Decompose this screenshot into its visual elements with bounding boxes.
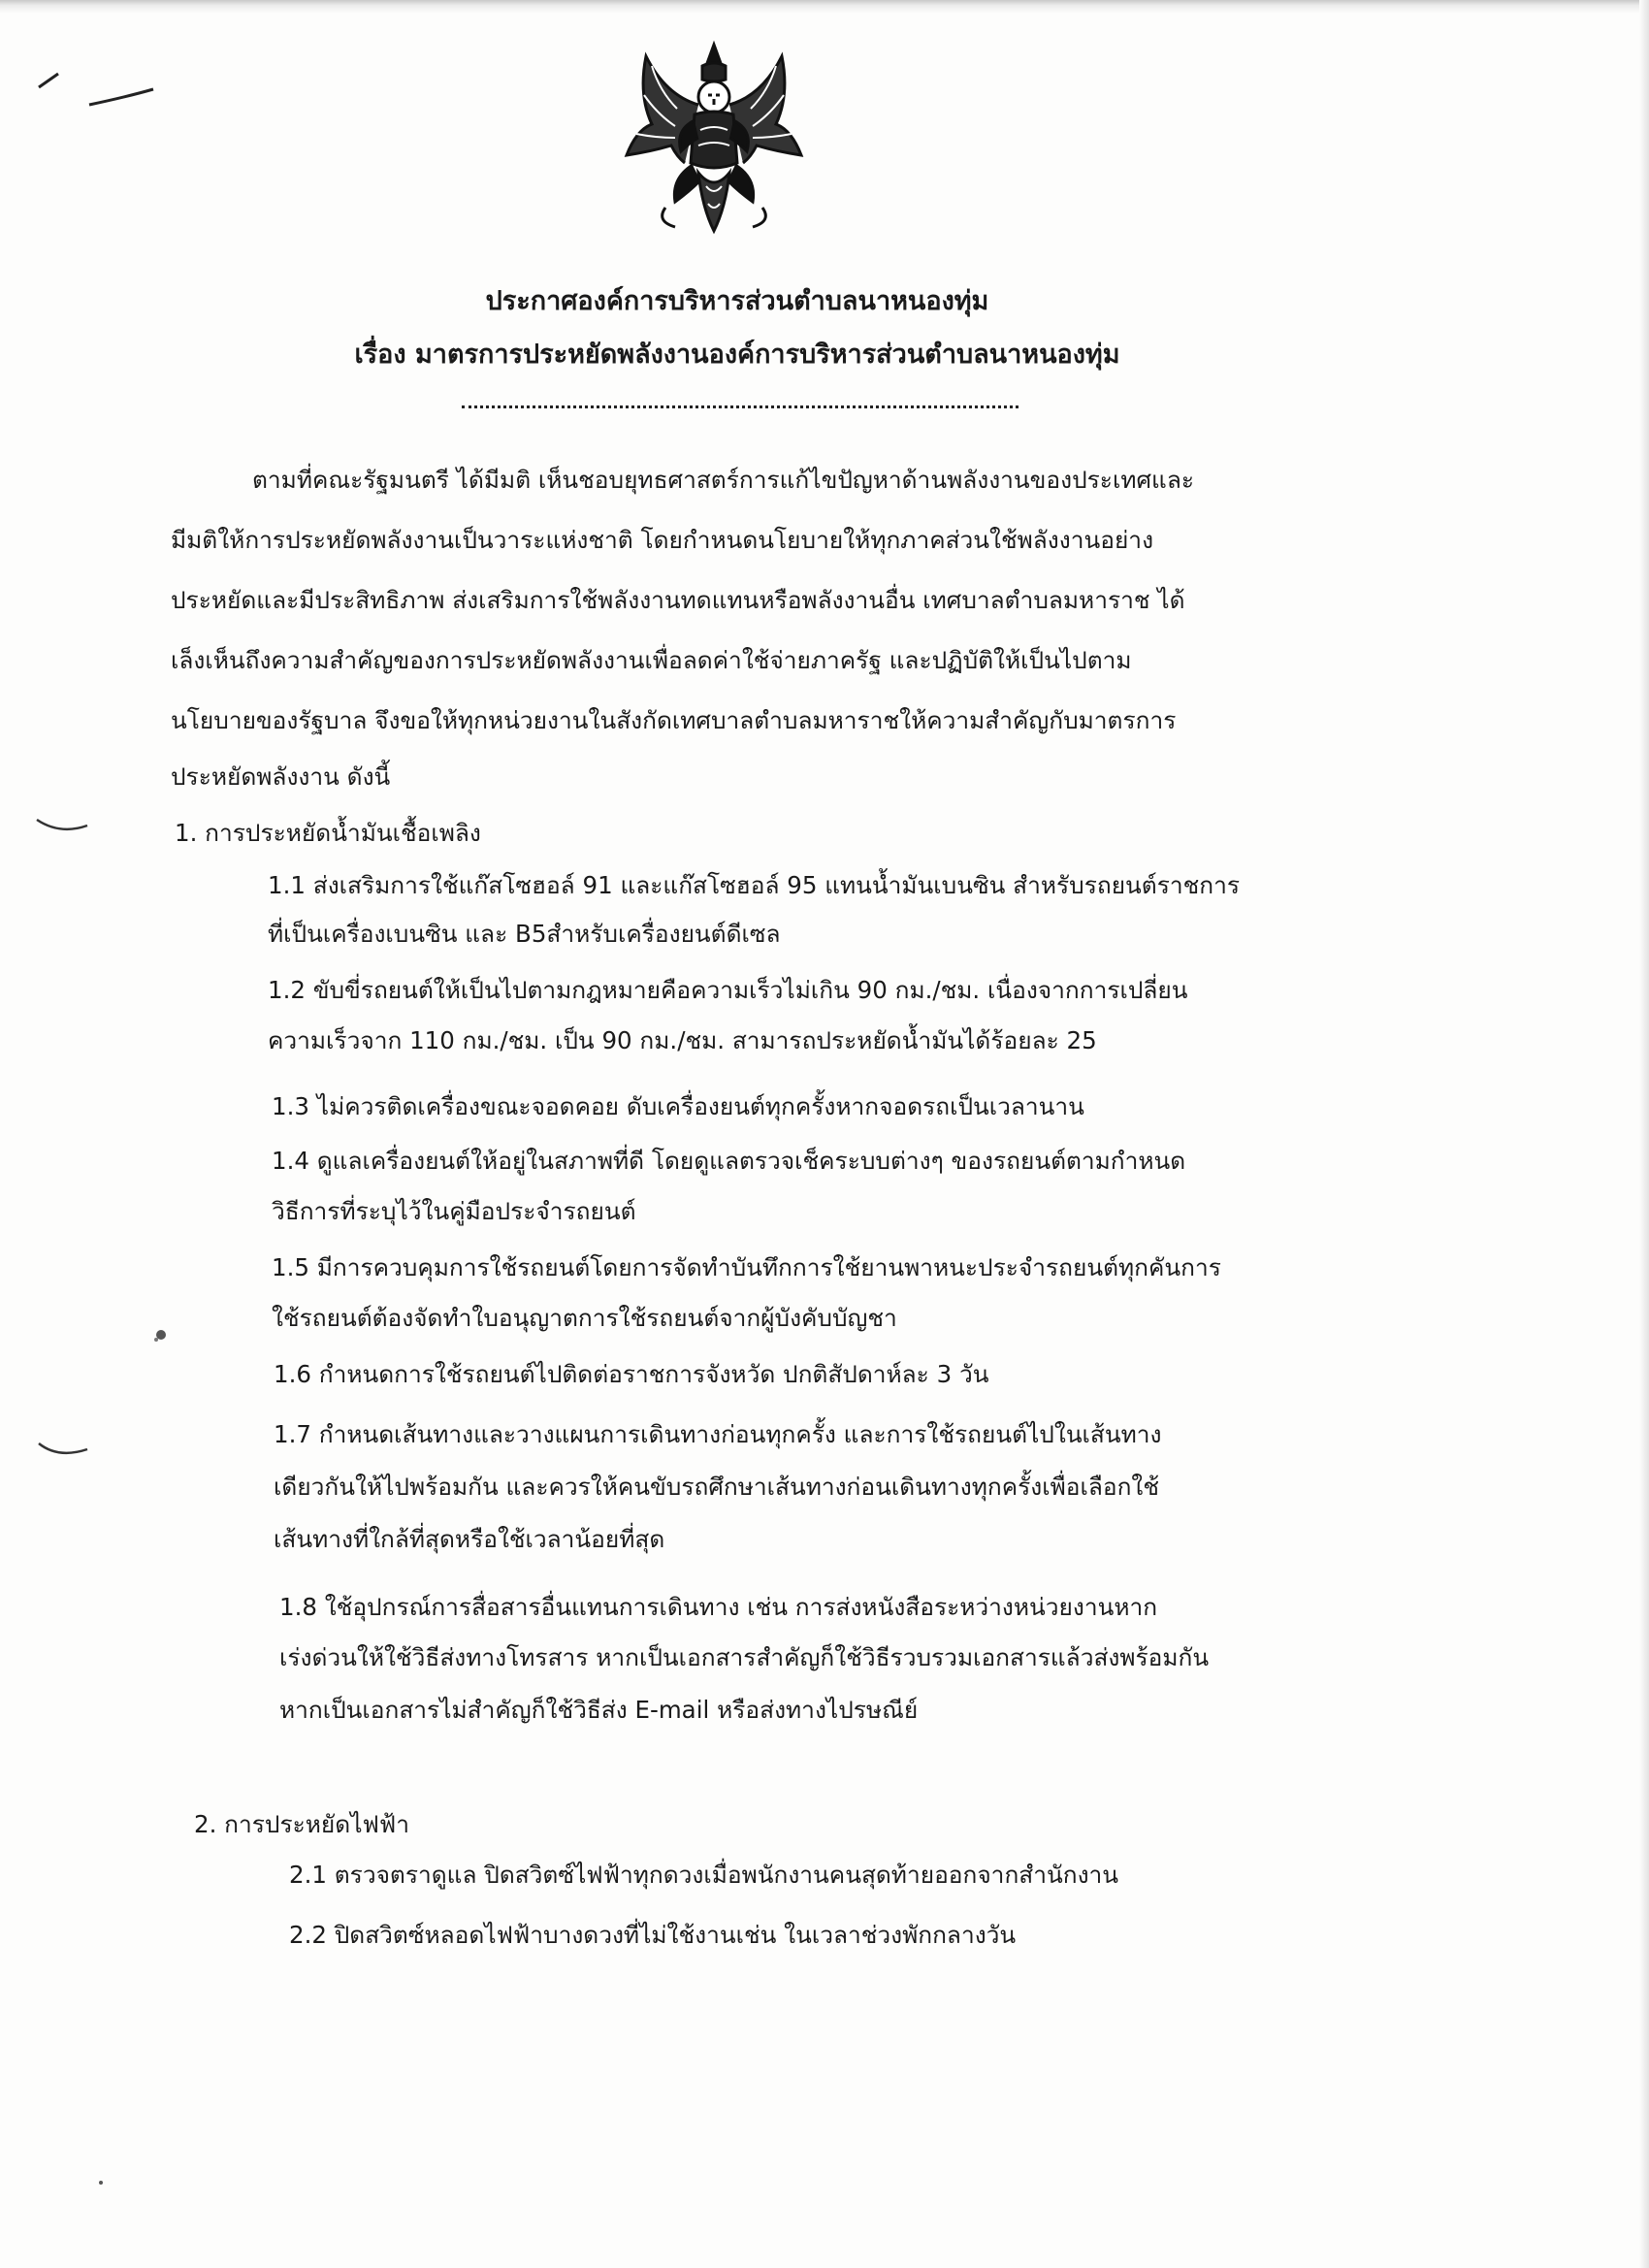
section-item-line: 1.5 มีการควบคุมการใช้รถยนต์โดยการจัดทำบันทึกการใช้ยานพาหนะประจำรถยนต์ทุกคันการ bbox=[272, 1253, 1221, 1281]
intro-line: ตามที่คณะรัฐมนตรี ได้มีมติ เห็นชอบยุทธศาสตร์การแก้ไขปัญหาด้านพลังงานของประเทศและ bbox=[252, 466, 1194, 494]
dotted-divider bbox=[462, 396, 1018, 408]
section-item-line: 1.4 ดูแลเครื่องยนต์ให้อยู่ในสภาพที่ดี โดยดูแลตรวจเช็คระบบต่างๆ ของรถยนต์ตามกำหนด bbox=[272, 1147, 1186, 1175]
section-item-line: เดียวกันให้ไปพร้อมกัน และควรให้คนขับรถศึกษาเส้นทางก่อนเดินทางทุกครั้งเพื่อเลือกใช้ bbox=[274, 1473, 1160, 1501]
punch-hole-mark bbox=[29, 1436, 97, 1465]
intro-line: เล็งเห็นถึงความสำคัญของการประหยัดพลังงานเพื่อลดค่าใช้จ่ายภาครัฐ และปฏิบัติให้เป็นไปตาม bbox=[171, 646, 1132, 674]
punch-hole-mark bbox=[29, 810, 97, 839]
section-item-line: 1.6 กำหนดการใช้รถยนต์ไปติดต่อราชการจังหวัด ปกติสัปดาห์ละ 3 วัน bbox=[274, 1360, 989, 1388]
announcement-title: ประกาศองค์การบริหารส่วนตำบลนาหนองทุ่ม bbox=[485, 286, 989, 316]
intro-line: นโยบายของรัฐบาล จึงขอให้ทุกหน่วยงานในสังกัดเทศบาลตำบลมหาราชให้ความสำคัญกับมาตรการ bbox=[171, 706, 1177, 734]
section-item-line: ความเร็วจาก 110 กม./ชม. เป็น 90 กม./ชม. สามารถประหยัดน้ำมันได้ร้อยละ 25 bbox=[268, 1026, 1097, 1054]
section-item-line: ใช้รถยนต์ต้องจัดทำใบอนุญาตการใช้รถยนต์จากผู้บังคับบัญชา bbox=[272, 1304, 897, 1332]
section-item-line: 1.8 ใช้อุปกรณ์การสื่อสารอื่นแทนการเดินทาง เช่น การส่งหนังสือระหว่างหน่วยงานหาก bbox=[279, 1593, 1158, 1621]
pen-mark bbox=[29, 58, 165, 116]
intro-line: ประหยัดพลังงาน ดังนี้ bbox=[171, 762, 391, 791]
section-item-line: 1.2 ขับขี่รถยนต์ให้เป็นไปตามกฎหมายคือความเร็วไม่เกิน 90 กม./ชม. เนื่องจากการเปลี่ยน bbox=[268, 976, 1188, 1004]
section-item-line: 1.3 ไม่ควรติดเครื่องขณะจอดคอย ดับเครื่องยนต์ทุกครั้งหากจอดรถเป็นเวลานาน bbox=[272, 1092, 1084, 1120]
intro-line: มีมติให้การประหยัดพลังงานเป็นวาระแห่งชาติ โดยกำหนดนโยบายให้ทุกภาคส่วนใช้พลังงานอย่าง bbox=[171, 526, 1154, 554]
section-item-line: เส้นทางที่ใกล้ที่สุดหรือใช้เวลาน้อยที่สุด bbox=[274, 1525, 665, 1553]
scan-right-edge bbox=[1639, 0, 1649, 2268]
section-item-line: 1.7 กำหนดเส้นทางและวางแผนการเดินทางก่อนทุกครั้ง และการใช้รถยนต์ไปในเส้นทาง bbox=[274, 1420, 1162, 1448]
stain-mark bbox=[147, 1321, 177, 1350]
section-item-line: 2.2 ปิดสวิตซ์หลอดไฟฟ้าบางดวงที่ไม่ใช้งานเช่น ในเวลาช่วงพักกลางวัน bbox=[289, 1921, 1017, 1949]
garuda-emblem-icon bbox=[617, 37, 811, 241]
section-heading: 2. การประหยัดไฟฟ้า bbox=[194, 1810, 409, 1838]
section-item-line: เร่งด่วนให้ใช้วิธีส่งทางโทรสาร หากเป็นเอกสารสำคัญก็ใช้วิธีรวบรวมเอกสารแล้วส่งพร้อมกัน bbox=[279, 1643, 1210, 1671]
section-item-line: หากเป็นเอกสารไม่สำคัญก็ใช้วิธีส่ง E-mail หรือส่งทางไปรษณีย์ bbox=[279, 1696, 919, 1724]
section-item-line: ที่เป็นเครื่องเบนซิน และ B5สำหรับเครื่องยนต์ดีเซล bbox=[268, 920, 781, 948]
section-item-line: 1.1 ส่งเสริมการใช้แก๊สโซฮอล์ 91 และแก๊สโซฮอล์ 95 แทนน้ำมันเบนซิน สำหรับรถยนต์ราชการ bbox=[268, 871, 1241, 899]
announcement-subject: เรื่อง มาตรการประหยัดพลังงานองค์การบริหารส่วนตำบลนาหนองทุ่ม bbox=[354, 340, 1120, 370]
section-item-line: 2.1 ตรวจตราดูแล ปิดสวิตซ์ไฟฟ้าทุกดวงเมื่อพนักงานคนสุดท้ายออกจากสำนักงาน bbox=[289, 1861, 1119, 1889]
scan-top-edge bbox=[0, 0, 1649, 14]
intro-line: ประหยัดและมีประสิทธิภาพ ส่งเสริมการใช้พลังงานทดแทนหรือพลังงานอื่น เทศบาลตำบลมหาราช ได้ bbox=[171, 586, 1185, 614]
section-heading: 1. การประหยัดน้ำมันเชื้อเพลิง bbox=[175, 819, 481, 847]
section-item-line: วิธีการที่ระบุไว้ในคู่มือประจำรถยนต์ bbox=[272, 1197, 636, 1225]
dust-speck bbox=[99, 2181, 103, 2185]
